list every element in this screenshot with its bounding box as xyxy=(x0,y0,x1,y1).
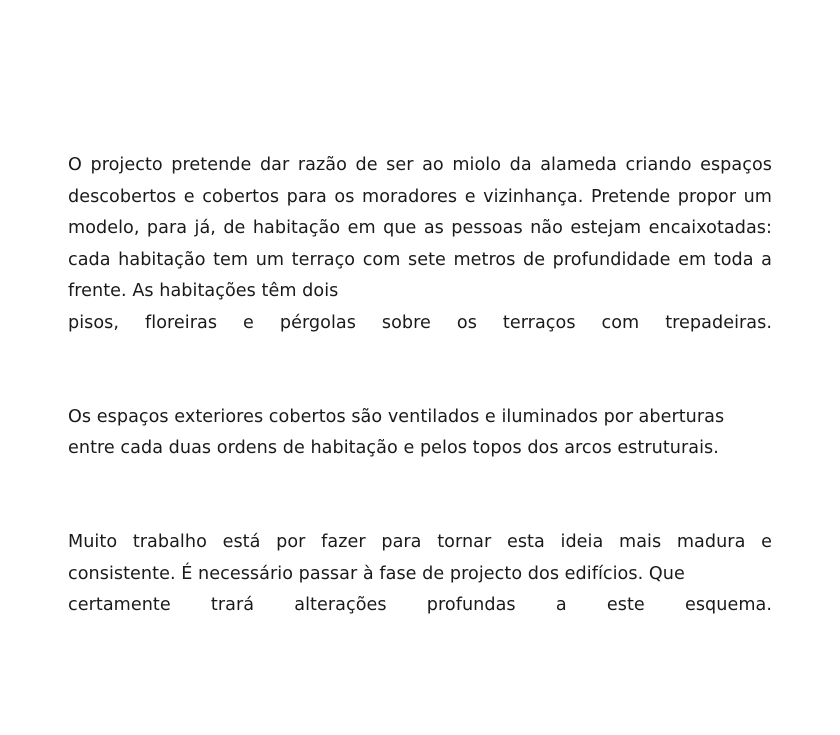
paragraph-3-last-line: certamente trará alterações profundas a este esquema. xyxy=(68,595,772,615)
paragraph-1-last-line: pisos, floreiras e pérgolas sobre os terraços com trepadeiras. xyxy=(68,312,772,333)
paragraph-2-text: Os espaços exteriores cobertos são ventilados e iluminados por aberturas xyxy=(68,406,725,427)
paragraph-1 xyxy=(68,150,772,371)
paragraph-3 xyxy=(68,527,772,653)
paragraph-3-text: Muito trabalho está por fazer para tornar esta ideia mais madura e consistente. É necessário passar à fase de projecto dos edifícios. Que xyxy=(68,532,772,584)
paragraph-2-last-line: entre cada duas ordens de habitação e pelos topos dos arcos estruturais. xyxy=(68,438,719,458)
paragraph-2 xyxy=(68,402,772,497)
document-text-body xyxy=(68,150,772,653)
paragraph-1-text: O projecto pretende dar razão de ser ao miolo da alameda criando espaços descobertos e cobertos para os moradores e vizinhança. Pretende propor um modelo, para já, de habitação em que as pessoas não estejam encaixotadas: cada habitação tem um terraço com sete metros de profundidade em toda a frente. As habitações têm dois xyxy=(68,155,772,301)
